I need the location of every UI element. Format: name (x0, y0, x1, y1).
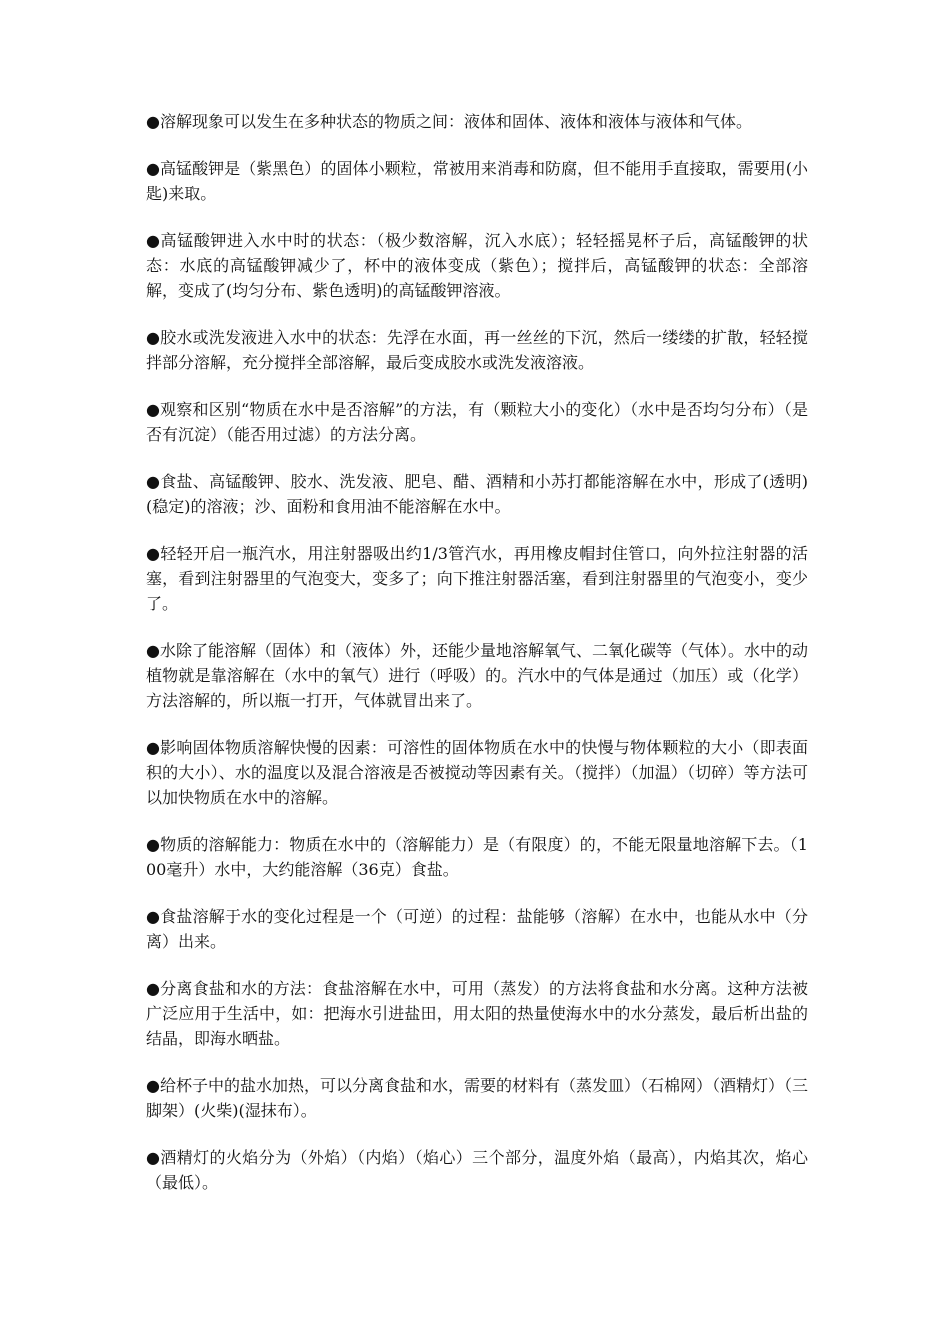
paragraph-reversible-process: ●食盐溶解于水的变化过程是一个（可逆）的过程：盐能够（溶解）在水中，也能从水中（分离）出来。 (146, 907, 808, 951)
paragraph-gas-dissolution: ●水除了能溶解（固体）和（液体）外，还能少量地溶解氧气、二氧化碳等（气体）。水中的动植物就是靠溶解在（水中的氧气）进行（呼吸）的。汽水中的气体是通过（加压）或（化学）方法溶解的，所以瓶一打开，气体就冒出来了。 (146, 641, 808, 710)
paragraph-permanganate-in-water: ●高锰酸钾进入水中时的状态：（极少数溶解，沉入水底）；轻轻摇晃杯子后，高锰酸钾的状态：水底的高锰酸钾减少了，杯中的液体变成（紫色）；搅拌后，高锰酸钾的状态：全部溶解，变成了(均匀分布、紫色透明)的高锰酸钾溶液。 (146, 231, 808, 300)
paragraph-glue-shampoo: ●胶水或洗发液进入水中的状态：先浮在水面，再一丝丝的下沉，然后一缕缕的扩散，轻轻搅拌部分溶解，充分搅拌全部溶解，最后变成胶水或洗发液溶液。 (146, 328, 808, 372)
paragraph-dissolution-speed: ●影响固体物质溶解快慢的因素：可溶性的固体物质在水中的快慢与物体颗粒的大小（即表面积的大小）、水的温度以及混合溶液是否被搅动等因素有关。（搅拌）（加温）（切碎）等方法可以加快物质在水中的溶解。 (146, 738, 808, 807)
paragraph-soda-syringe: ●轻轻开启一瓶汽水，用注射器吸出约1/3管汽水，再用橡皮帽封住管口，向外拉注射器的活塞，看到注射器里的气泡变大，变多了；向下推注射器活塞，看到注射器里的气泡变小，变少了。 (146, 544, 808, 613)
paragraph-alcohol-lamp-flame: ●酒精灯的火焰分为（外焰）（内焰）（焰心）三个部分，温度外焰（最高），内焰其次，焰心（最低）。 (146, 1148, 808, 1192)
paragraph-potassium-permanganate: ●高锰酸钾是（紫黑色）的固体小颗粒，常被用来消毒和防腐，但不能用手直接取，需要用(小匙)来取。 (146, 159, 808, 203)
paragraph-observation-methods: ●观察和区别“物质在水中是否溶解”的方法，有（颗粒大小的变化）（水中是否均匀分布）（是否有沉淀）（能否用过滤）的方法分离。 (146, 400, 808, 444)
paragraph-soluble-substances: ●食盐、高锰酸钾、胶水、洗发液、肥皂、醋、酒精和小苏打都能溶解在水中，形成了(透明)(稳定)的溶液；沙、面粉和食用油不能溶解在水中。 (146, 472, 808, 516)
paragraph-dissolution-capacity: ●物质的溶解能力：物质在水中的（溶解能力）是（有限度）的，不能无限量地溶解下去。（100毫升）水中，大约能溶解（36克）食盐。 (146, 835, 808, 879)
paragraph-separation-method: ●分离食盐和水的方法：食盐溶解在水中，可用（蒸发）的方法将食盐和水分离。这种方法被广泛应用于生活中，如：把海水引进盐田，用太阳的热量使海水中的水分蒸发，最后析出盐的结晶，即海水晒盐。 (146, 979, 808, 1048)
paragraph-heating-materials: ●给杯子中的盐水加热，可以分离食盐和水，需要的材料有（蒸发皿）（石棉网）（酒精灯）（三脚架）(火柴)(湿抹布）。 (146, 1076, 808, 1120)
document-body (146, 109, 808, 1217)
paragraph-dissolution-states: ●溶解现象可以发生在多种状态的物质之间：液体和固体、液体和液体与液体和气体。 (146, 112, 752, 131)
